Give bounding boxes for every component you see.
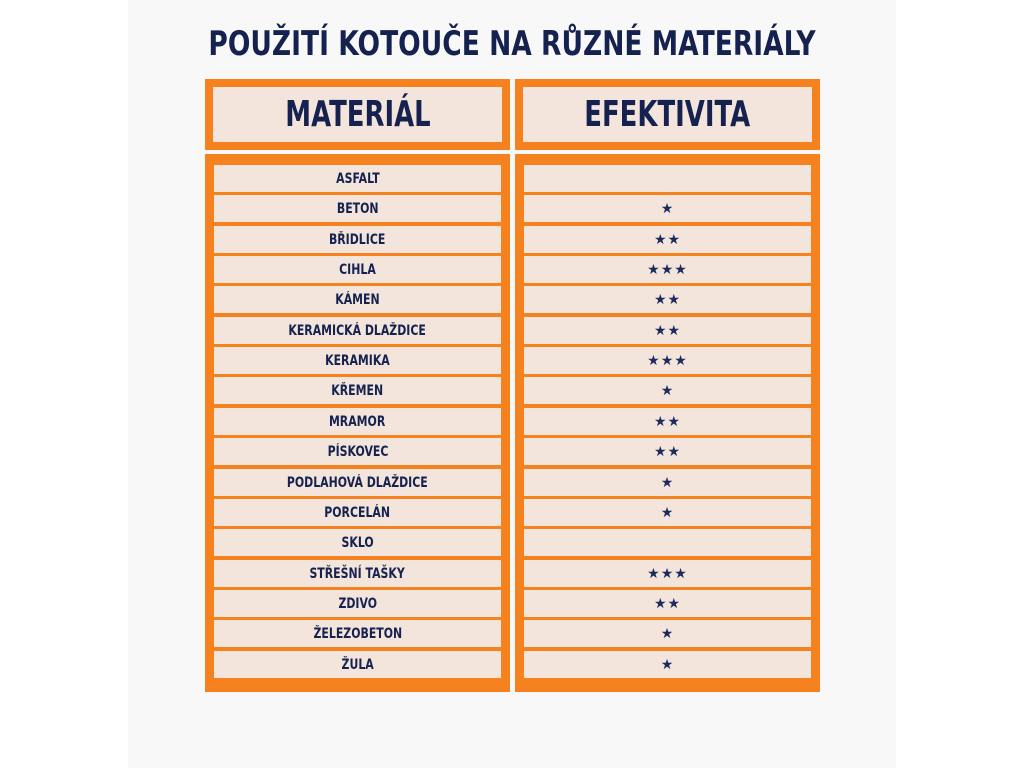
material-label: ŽELEZOBETON (313, 625, 402, 642)
material-cell (214, 256, 501, 283)
material-cell (214, 620, 501, 647)
star-rating-icon: ★★ (653, 231, 682, 248)
effectiveness-cell (524, 499, 811, 526)
star-rating-icon: ★★ (653, 595, 682, 612)
star-rating-icon: ★★ (653, 322, 682, 339)
material-cell (214, 165, 501, 192)
material-label: ASFALT (335, 170, 380, 187)
star-rating-icon: ★★★ (647, 565, 688, 582)
material-label: STŘEŠNÍ TAŠKY (309, 565, 406, 582)
material-cell (214, 469, 501, 496)
effectiveness-cell (524, 256, 811, 283)
material-cell (214, 499, 501, 526)
material-cell (214, 226, 501, 253)
star-rating-icon: ★ (660, 504, 675, 521)
material-cell (214, 529, 501, 556)
material-cell (214, 195, 501, 222)
material-label: BŘIDLICE (329, 231, 386, 248)
material-cell (214, 377, 501, 404)
effectiveness-cell (524, 408, 811, 435)
star-rating-icon: ★★ (653, 291, 682, 308)
header-material (213, 87, 502, 142)
material-label: MRAMOR (329, 413, 386, 430)
material-label: ŽULA (341, 656, 374, 673)
page-title: POUŽITÍ KOTOUČE NA RŮZNÉ MATERIÁLY (208, 24, 816, 64)
effectiveness-cell (524, 317, 811, 344)
effectiveness-cell (524, 560, 811, 587)
star-rating-icon: ★ (660, 200, 675, 217)
material-label: KÁMEN (335, 291, 380, 308)
material-label: PODLAHOVÁ DLAŽDICE (287, 474, 428, 491)
effectiveness-cell (524, 469, 811, 496)
material-cell (214, 347, 501, 374)
material-label: KŘEMEN (331, 382, 384, 399)
effectiveness-cell (524, 590, 811, 617)
effectiveness-cell (524, 195, 811, 222)
material-label: ZDIVO (338, 595, 377, 612)
material-label: KERAMICKÁ DLAŽDICE (288, 322, 427, 339)
effectiveness-cell (524, 226, 811, 253)
star-rating-icon: ★★★ (647, 261, 688, 278)
material-cell (214, 590, 501, 617)
star-rating-icon: ★ (660, 625, 675, 642)
star-rating-icon: ★★★ (647, 352, 688, 369)
material-cell (214, 560, 501, 587)
star-rating-icon: ★ (660, 474, 675, 491)
effectiveness-cell (524, 620, 811, 647)
material-label: KERAMIKA (325, 352, 390, 369)
header-material-label: MATERIÁL (284, 94, 431, 135)
material-label: PORCELÁN (324, 504, 391, 521)
header-effectiveness (523, 87, 812, 142)
material-cell (214, 438, 501, 465)
material-label: BETON (336, 200, 379, 217)
effectiveness-cell (524, 165, 811, 192)
material-cell (214, 286, 501, 313)
material-cell (214, 408, 501, 435)
header-effectiveness-label: EFEKTIVITA (584, 94, 751, 135)
material-label: CIHLA (339, 261, 376, 278)
effectiveness-cell (524, 529, 811, 556)
star-rating-icon: ★ (660, 382, 675, 399)
star-rating-icon: ★★ (653, 443, 682, 460)
effectiveness-cell (524, 347, 811, 374)
effectiveness-cell (524, 651, 811, 678)
effectiveness-cell (524, 377, 811, 404)
material-cell (214, 651, 501, 678)
star-rating-icon: ★ (660, 656, 675, 673)
material-cell (214, 317, 501, 344)
material-label: SKLO (341, 534, 374, 551)
effectiveness-cell (524, 438, 811, 465)
star-rating-icon: ★★ (653, 413, 682, 430)
effectiveness-cell (524, 286, 811, 313)
material-label: PÍSKOVEC (327, 443, 388, 460)
